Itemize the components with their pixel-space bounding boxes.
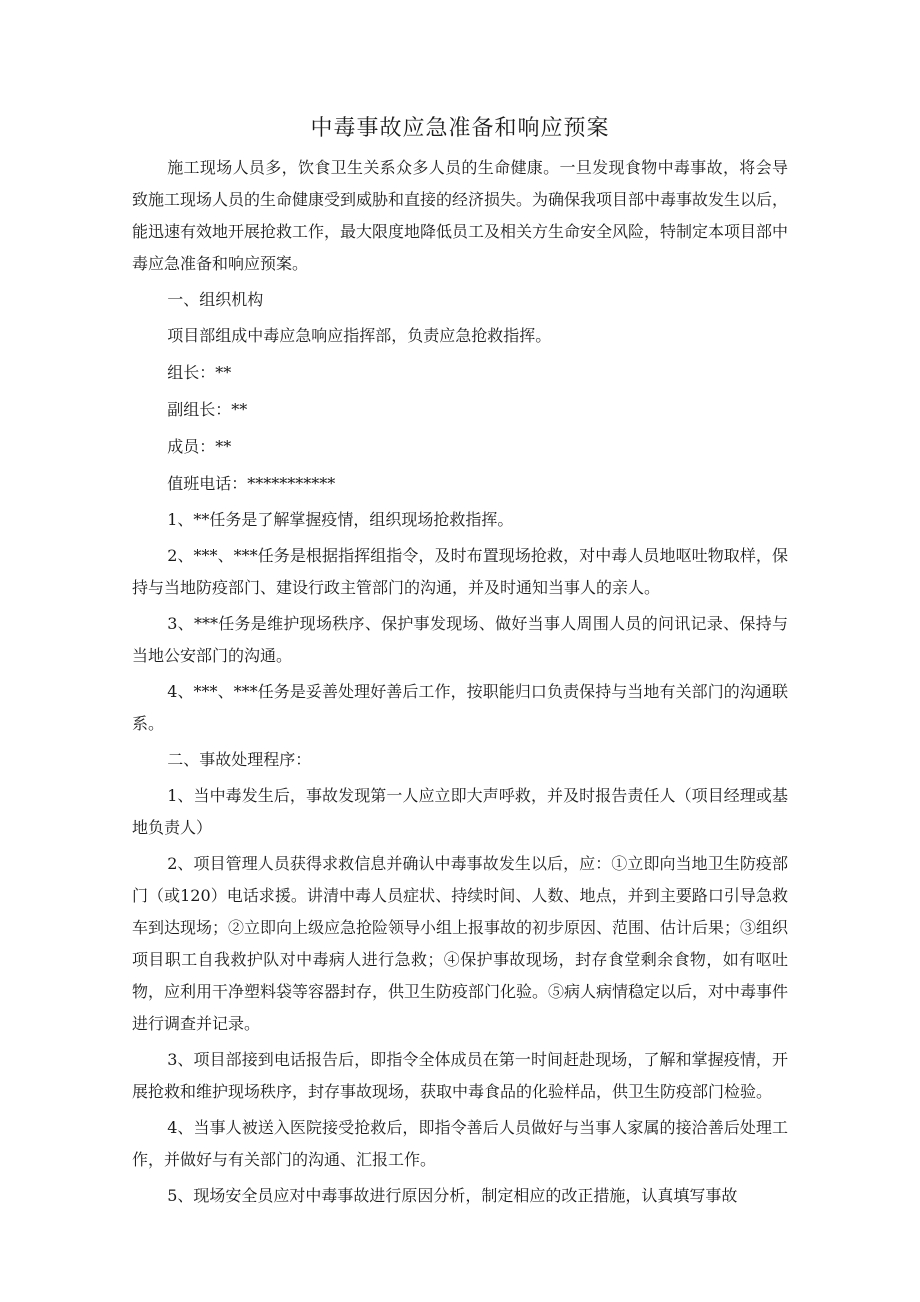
document-body — [132, 152, 788, 1212]
paragraph-leader: 组长：** — [167, 363, 232, 382]
paragraph-procedure-4: 4、当事人被送入医院接受抢救后，即指令善后人员做好与当事人家属的接洽善后处理工作，并做好与有关部门的沟通、汇报工作。 — [132, 1118, 788, 1169]
section-heading-organization: 一、组织机构 — [167, 290, 264, 309]
paragraph-task-3: 3、***任务是维护现场秩序、保护事发现场、做好当事人周围人员的问讯记录、保持与当地公安部门的沟通。 — [132, 614, 788, 665]
paragraph-intro: 施工现场人员多，饮食卫生关系众多人员的生命健康。一旦发现食物中毒事故，将会导致施工现场人员的生命健康受到威胁和直接的经济损失。为确保我项目部中毒事故发生以后，能迅速有效地开展抢救工作，最大限度地降低员工及相关方生命安全风险，特制定本项目部中毒应急准备和响应预案。 — [132, 158, 789, 273]
paragraph-deputy-leader: 副组长：** — [167, 400, 248, 419]
paragraph-members: 成员：** — [167, 437, 232, 456]
paragraph-procedure-1: 1、当中毒发生后，事故发现第一人应立即大声呼救，并及时报告责任人（项目经理或基地负责人） — [132, 786, 788, 837]
section-heading-procedure: 二、事故处理程序： — [167, 750, 312, 769]
document-title: 中毒事故应急准备和响应预案 — [310, 116, 610, 141]
paragraph-procedure-5: 5、现场安全员应对中毒事故进行原因分析，制定相应的改正措施，认真填写事故 — [167, 1186, 738, 1205]
paragraph-procedure-3: 3、项目部接到电话报告后，即指令全体成员在第一时间赶赴现场，了解和掌握疫情，开展抢救和维护现场秩序，封存事故现场，获取中毒食品的化验样品，供卫生防疫部门检验。 — [132, 1050, 788, 1101]
paragraph-command-center: 项目部组成中毒应急响应指挥部，负责应急抢救指挥。 — [167, 326, 552, 345]
paragraph-task-2: 2、***、***任务是根据指挥组指令，及时布置现场抢救，对中毒人员地呕吐物取样，保持与当地防疫部门、建设行政主管部门的沟通，并及时通知当事人的亲人。 — [132, 546, 788, 597]
paragraph-procedure-2: 2、项目管理人员获得求救信息并确认中毒事故发生以后，应：①立即向当地卫生防疫部门（或120）电话求援。讲清中毒人员症状、持续时间、人数、地点，并到主要路口引导急救车到达现场；②立即向上级应急抢险领导小组上报事故的初步原因、范围、估计后果；③组织项目职工自我救护队对中毒病人进行急救；④保护事故现场，封存食堂剩余食物，如有呕吐物，应利用干净塑料袋等容器封存，供卫生防疫部门化验。⑤病人病情稳定以后，对中毒事件进行调查并记录。 — [132, 854, 789, 1033]
paragraph-duty-phone: 值班电话：*********** — [167, 474, 336, 493]
paragraph-task-4: 4、***、***任务是妥善处理好善后工作，按职能归口负责保持与当地有关部门的沟通联系。 — [132, 682, 788, 733]
paragraph-task-1: 1、**任务是了解掌握疫情，组织现场抢救指挥。 — [167, 510, 514, 529]
